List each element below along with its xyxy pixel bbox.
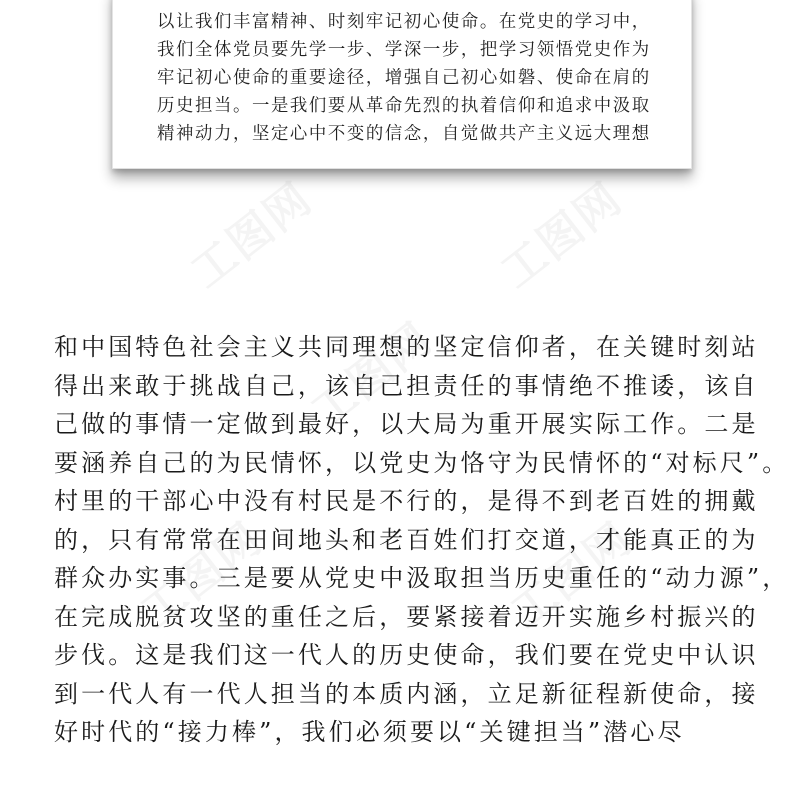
body-line: 在完成脱贫攻坚的重任之后，要紧接着迈开实施乡村振兴的 [54,602,759,631]
body-line: 己做的事情一定做到最好，以大局为重开展实际工作。二是 [54,410,759,438]
body-line: 要涵养自己的为民情怀，以党史为恪守为民情怀的“对标尺”。 [54,448,790,477]
watermark: 工图网 [181,172,322,299]
body-text [54,328,794,752]
body-line: 好时代的“接力棒”，我们必须要以“关键担当”潜心尽 [54,718,685,746]
body-line: 到一代人有一代人担当的本质内涵，立足新征程新使命，接 [54,679,759,708]
quote-line: 精神动力，坚定心中不变的信念，自觉做共产主义远大理想 [157,124,651,144]
body-line: 和中国特色社会主义共同理想的坚定信仰者，在关键时刻站 [54,333,759,361]
quote-line: 我们全体党员要先学一步、学深一步，把学习领悟党史作为 [157,40,651,60]
quote-line: 以让我们丰富精神、时刻牢记初心使命。在党史的学习中， [157,12,651,32]
body-line: 群众办实事。三是要从党史中汲取担当历史重任的“动力源”， [54,564,790,592]
body-line: 得出来敢于挑战自己，该自己担责任的事情绝不推诿，该自 [54,371,759,400]
quote-line: 牢记初心使命的重要途径，增强自己初心如磐、使命在肩的 [157,68,651,88]
watermark: 工图网 [501,512,642,639]
watermark: 工图网 [131,512,272,639]
body-line: 村里的干部心中没有村民是不行的，是得不到老百姓的拥戴 [54,487,759,515]
quote-line: 历史担当。一是我们要从革命先烈的执着信仰和追求中汲取 [157,96,651,116]
body-line: 的，只有常常在田间地头和老百姓们打交道，才能真正的为 [54,525,759,554]
watermark: 工图网 [491,172,632,299]
quote-card [112,0,692,169]
quote-text [157,8,677,148]
watermark: 工图网 [301,312,442,439]
body-line: 步伐。这是我们这一代人的历史使命，我们要在党史中认识 [54,641,759,669]
